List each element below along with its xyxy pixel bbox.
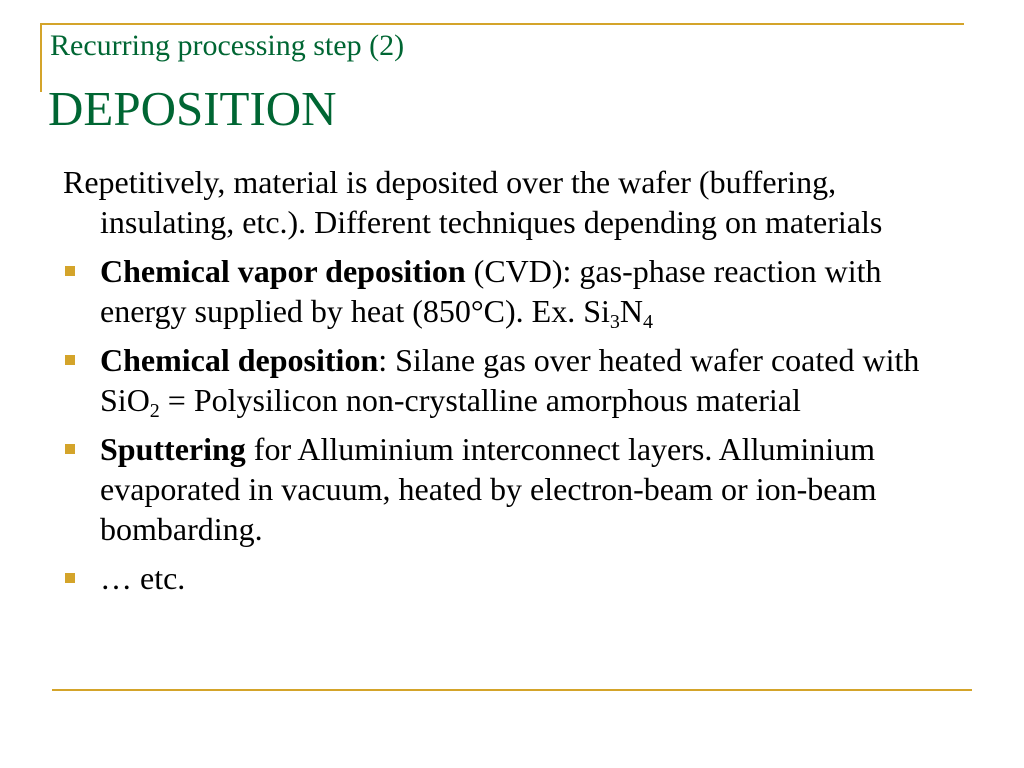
square-bullet-icon <box>65 355 75 365</box>
bullet-list <box>63 251 973 598</box>
slide-body <box>63 162 973 607</box>
square-bullet-icon <box>65 573 75 583</box>
subscript: 3 <box>609 311 620 333</box>
bullet-term: Chemical deposition <box>100 342 379 378</box>
subscript: 2 <box>149 400 160 422</box>
bullet-text: N <box>619 293 644 329</box>
bullet-text: : Silane gas over heated wafer coated with SiO <box>100 342 920 418</box>
subscript: 4 <box>643 311 654 333</box>
bullet-text: for Alluminium interconnect layers. Alluminium evaporated in vacuum, heated by electron-beam or ion-beam bombarding. <box>100 431 877 547</box>
slide-subtitle: Recurring processing step (2) <box>50 29 405 62</box>
bullet-term: Chemical vapor deposition <box>100 253 466 289</box>
bullet-text: (CVD): gas-phase reaction with energy supplied by heat (850°C). Ex. Si <box>100 253 882 329</box>
bullet-text: … etc. <box>100 560 186 596</box>
square-bullet-icon <box>65 266 75 276</box>
bullet-text: = Polysilicon non-crystalline amorphous material <box>159 382 801 418</box>
bullet-item-sputtering <box>63 429 973 549</box>
bullet-term: Sputtering <box>100 431 246 467</box>
square-bullet-icon <box>65 444 75 454</box>
intro-paragraph: Repetitively, material is deposited over the wafer (buffering, insulating, etc.). Different techniques depending on materials <box>63 164 883 240</box>
title-frame-left-rule <box>40 23 42 92</box>
title-frame-top-rule <box>40 23 964 25</box>
bullet-item-etc <box>63 558 973 598</box>
bullet-item-chemical-deposition <box>63 340 973 420</box>
slide-title: DEPOSITION <box>48 81 337 136</box>
footer-rule <box>52 689 972 691</box>
bullet-item-cvd <box>63 251 973 331</box>
